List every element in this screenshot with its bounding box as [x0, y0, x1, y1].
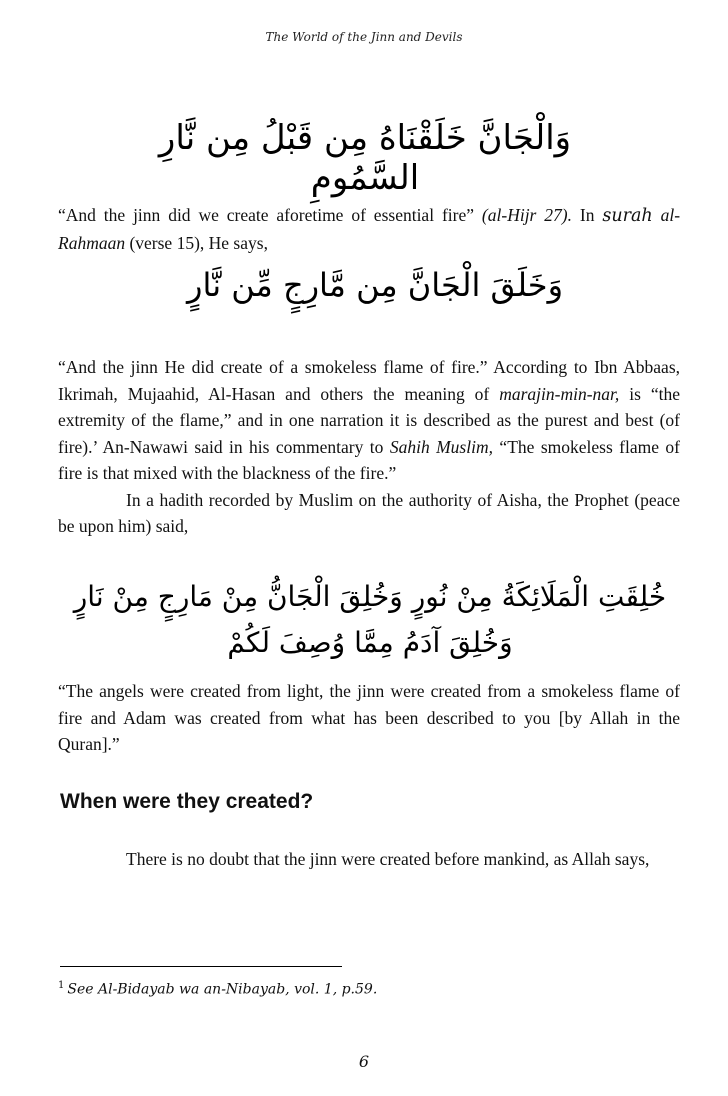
footnote-divider: [60, 966, 342, 967]
term-marajin: marajin-min-nar,: [499, 383, 620, 404]
footnote-text: See Al-Bidayab wa an-Nibayab, vol. 1, p.59.: [67, 981, 378, 998]
para4-text: There is no doubt that the jinn were created before mankind, as Allah says,: [126, 849, 650, 869]
arabic-verse-2: وَخَلَقَ الْجَانَّ مِن مَّارِجٍ مِّن نَّارٍ: [186, 266, 564, 304]
surah-word: surah: [602, 206, 653, 226]
running-header: The World of the Jinn and Devils: [265, 30, 463, 44]
arabic-hadith: خُلِقَتِ الْمَلَائِكَةُ مِنْ نُورٍ وَخُلِقَ الْجَانُّ مِنْ مَارِجٍ مِنْ نَارٍ وَخُلِقَ آدَمُ مِمَّا وُصِفَ لَكُمْ: [73, 580, 667, 659]
footnote-marker: 1: [58, 980, 65, 991]
paragraph-4: [58, 846, 680, 873]
para2-text-3: “The smokeless flame of fire is that mixed with the blackness of the fire.”: [58, 436, 681, 483]
arabic-verse-1: وَالْجَانَّ خَلَقْنَاهُ مِن قَبْلُ مِن نَّارِ السَّمُومِ: [158, 118, 572, 198]
para2-text-2: is “the extremity of the flame,” and in one narration it is described as the purest and best (of fire).’ An-Nawawi said in his commentary to: [58, 383, 680, 457]
quote-text: “And the jinn did we create aforetime of essential fire”: [58, 205, 475, 225]
connector-text: In: [579, 205, 595, 225]
book-title: Sahih Muslim,: [389, 436, 493, 457]
paragraph-3: “The angels were created from light, the jinn were created from a smokeless flame of fire and Adam was created from what has been described to you [by Allah in the Quran].”: [58, 681, 680, 754]
verse-intro: (verse 15), He says,: [129, 232, 268, 253]
footnote: [58, 980, 377, 998]
surah-name: al-Rahmaan: [58, 205, 681, 253]
paragraph-1: [58, 202, 680, 256]
section-heading: When were they created?: [60, 790, 314, 813]
verse-reference: (al-Hijr 27).: [481, 205, 572, 225]
page-number: 6: [358, 1052, 370, 1071]
para2-text-1: “And the jinn He did create of a smokeless flame of fire.” According to Ibn Abbaas, Ikrimah, Mujaahid, Al-Hasan and others the meaning of: [58, 357, 680, 404]
paragraph-2: [58, 354, 680, 540]
para2-text-4: In a hadith recorded by Muslim on the authority of Aisha, the Prophet (peace be upon him) said,: [58, 489, 680, 536]
